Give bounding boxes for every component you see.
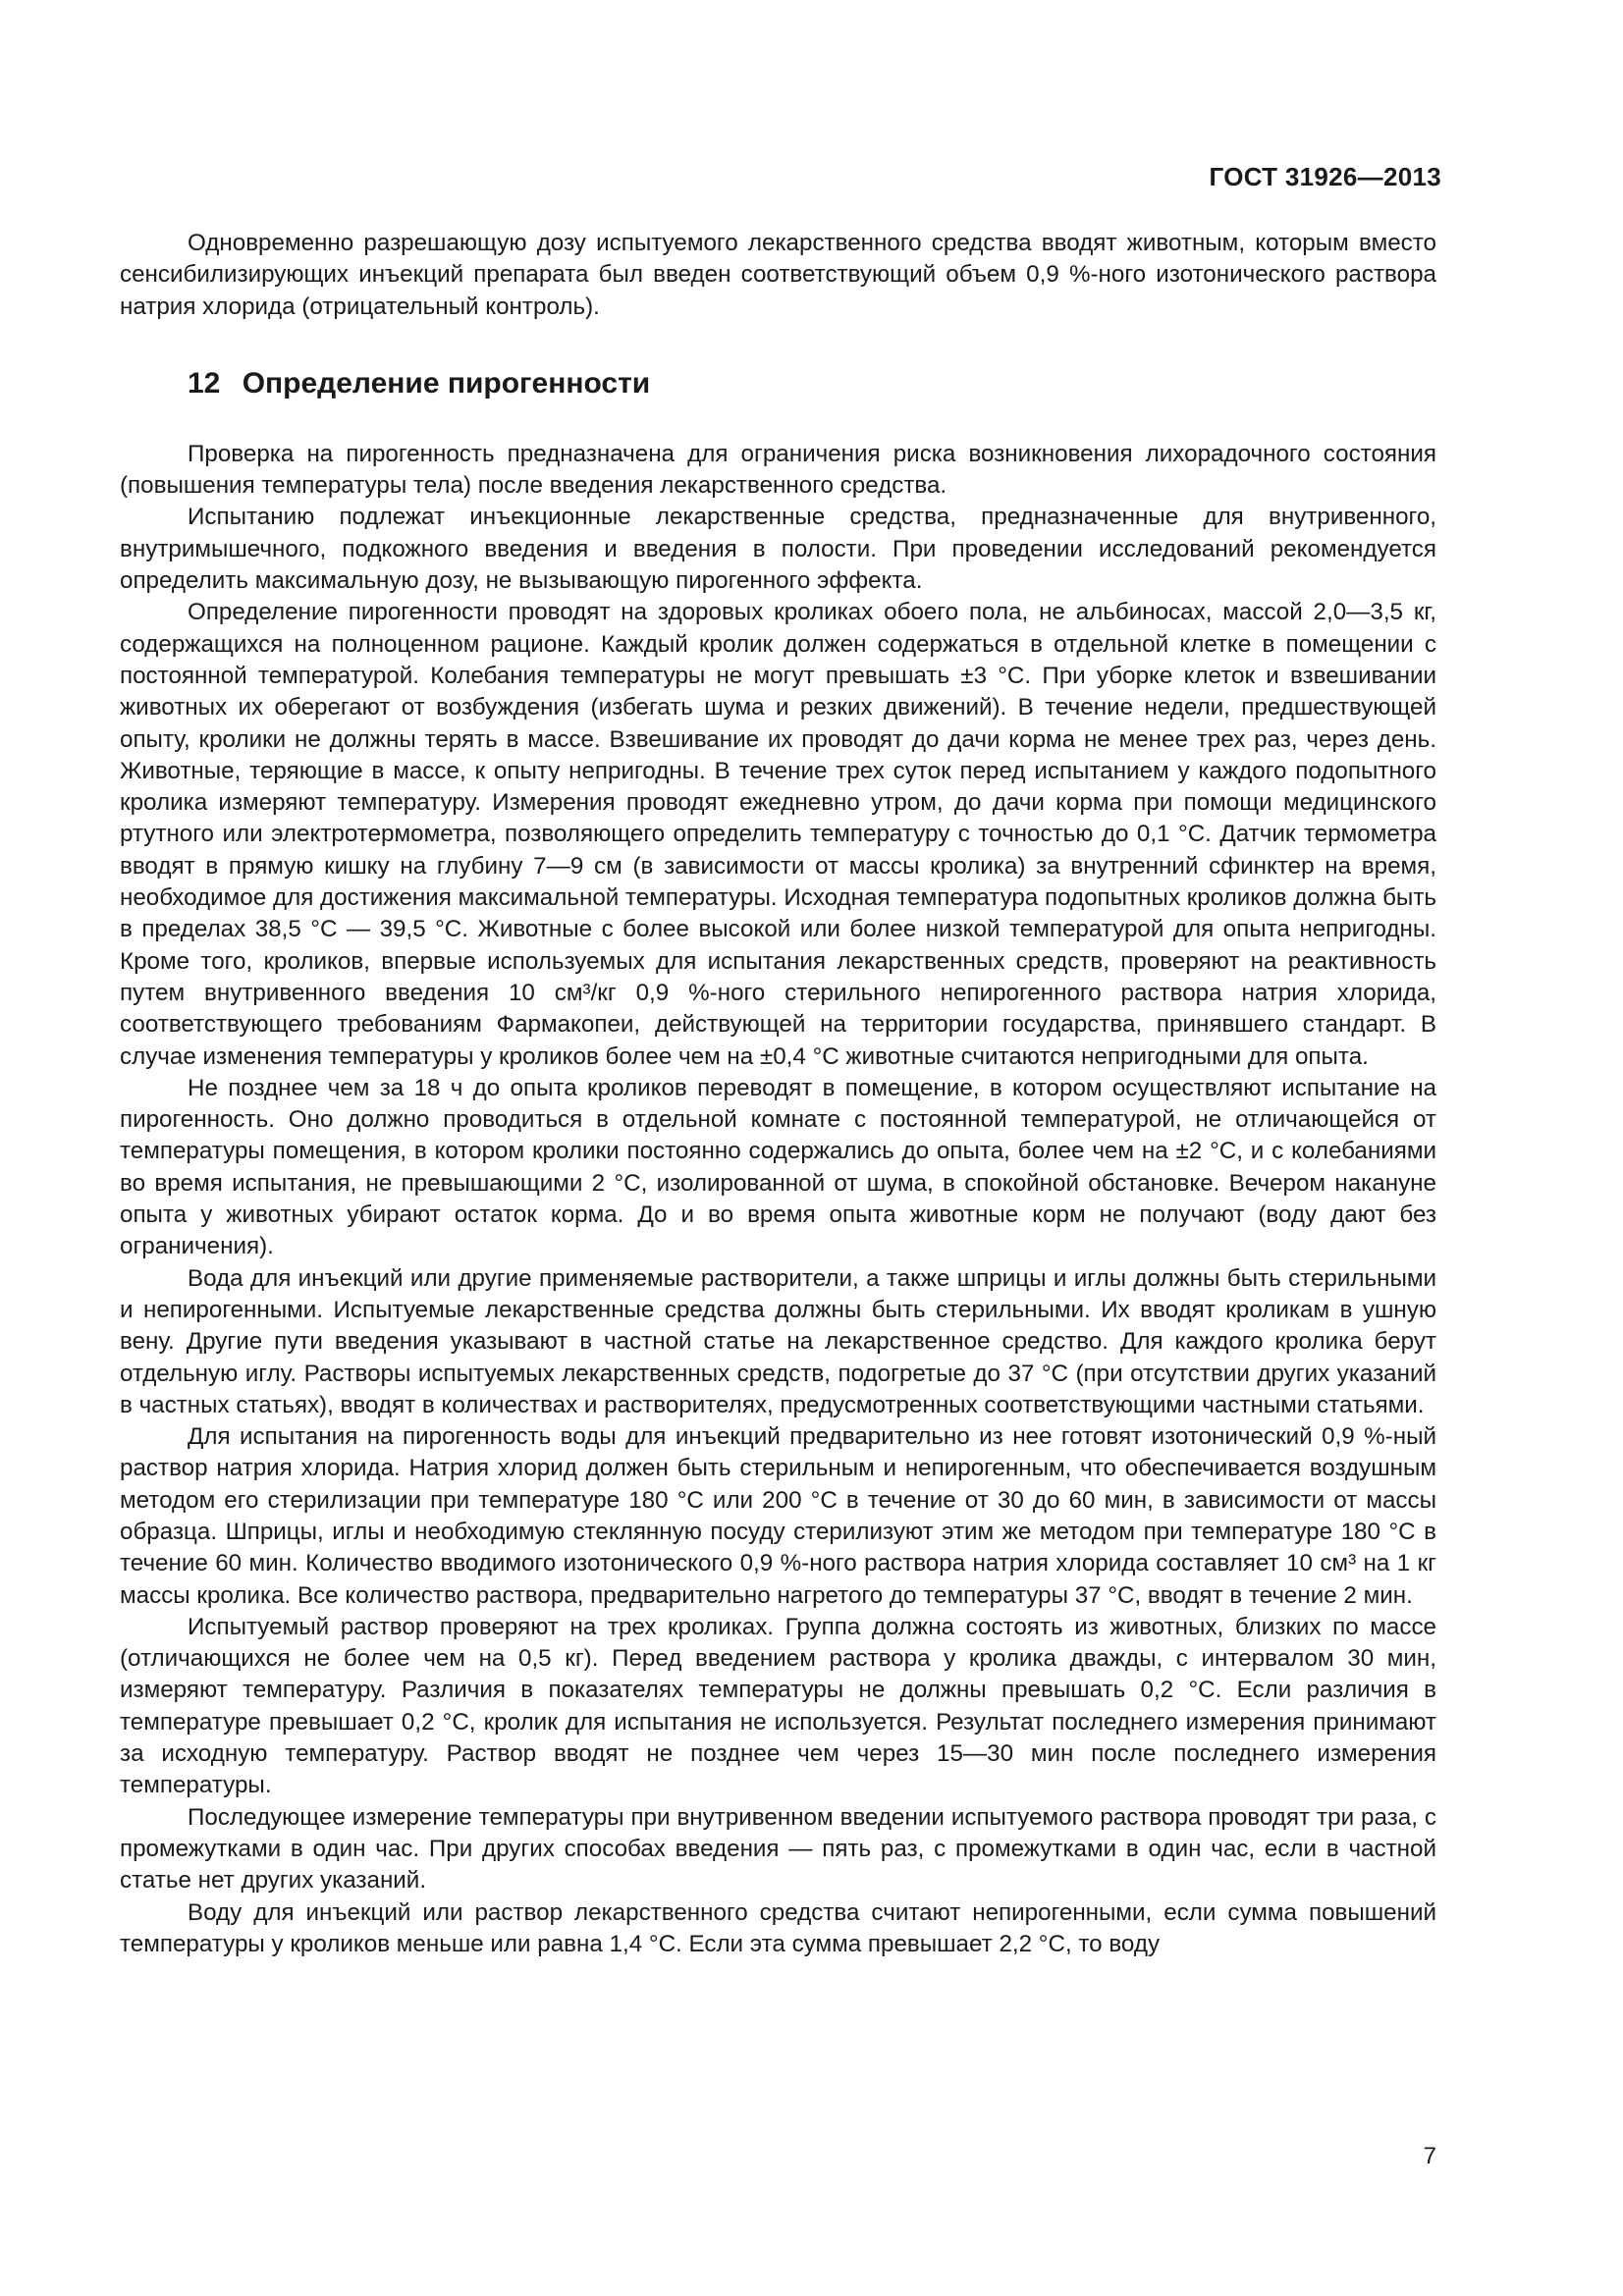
intro-paragraph: Одновременно разрешающую дозу испытуемого лекарственного средства вводят животным, которым вместо сенсибилизирующих инъекций препарата был введен соответствующий объем 0,9 %-ного изотонического раствора натрия хлорида (отрицательный контроль). [120, 230, 1436, 320]
document-code-header: ГОСТ 31926—2013 [1209, 162, 1441, 191]
paragraph: Проверка на пирогенность предназначена для ограничения риска возникновения лихорадочного состояния (повышения температуры тела) после введения лекарственного средства. [120, 440, 1436, 500]
paragraph: Испытанию подлежат инъекционные лекарственные средства, предназначенные для внутривенного, внутримышечного, подкожного введения и введения в полости. При проведении исследований рекомендуется определить максимальную дозу, не вызывающую пирогенного эффекта. [120, 504, 1436, 595]
page-number: 7 [1423, 2143, 1436, 2169]
paragraph: Испытуемый раствор проверяют на трех кроликах. Группа должна состоять из животных, близких по массе (отличающихся не более чем на 0,5 кг). Перед введением раствора у кролика дважды, с интервалом 30 мин, измеряют температуру. Различия в показателях температуры не должны превышать 0,2 °С. Если различия в температуре превышает 0,2 °С, кролик для испытания не используется. Результат последнего измерения принимают за исходную температуру. Раствор вводят не позднее чем через 15—30 мин после последнего измерения температуры. [120, 1613, 1436, 1799]
paragraph: Последующее измерение температуры при внутривенном введении испытуемого раствора проводят три раза, с промежутками в один час. При других способах введения — пять раз, с промежутками в один час, если в частной статье нет других указаний. [120, 1803, 1436, 1895]
section-number: 12 [188, 366, 221, 400]
paragraph: Вода для инъекций или другие применяемые растворители, а также шприцы и иглы должны быть стерильными и непирогенными. Испытуемые лекарственные средства должны быть стерильными. Их вводят кроликам в ушную вену. Другие пути введения указывают в частной статье на лекарственное средство. Для каждого кролика берут отдельную иглу. Растворы испытуемых лекарственных средств, подогретые до 37 °С (при отсутствии других указаний в частных статьях), вводят в количествах и растворителях, предусмотренных соответствующими частными статьями. [120, 1264, 1436, 1418]
paragraph: Определение пирогенности проводят на здоровых кроликах обоего пола, не альбиносах, массой 2,0—3,5 кг, содержащихся на полноценном рационе. Каждый кролик должен содержаться в отдельной клетке в помещении с постоянной температурой. Колебания температуры не могут превышать ±3 °С. При уборке клеток и взвешивании животных их оберегают от возбуждения (избегать шума и резких движений). В течение недели, предшествующей опыту, кролики не должны терять в массе. Взвешивание их проводят до дачи корма не менее трех раз, через день. Животные, теряющие в массе, к опыту непригодны. В течение трех суток перед испытанием у каждого подопытного кролика измеряют температуру. Измерения проводят ежедневно утром, до дачи корма при помощи медицинского ртутного или электротермометра, позволяющего определить температуру с точностью до 0,1 °С. Датчик термометра вводят в прямую кишку на глубину 7—9 см (в зависимости от массы кролика) за внутренний сфинктер на время, необходимое для достижения максимальной температуры. Исходная температура подопытных кроликов должна быть в пределах 38,5 °С — 39,5 °С. Животные с более высокой или более низкой температурой для опыта непригодны. Кроме того, кроликов, впервые используемых для испытания лекарственных средств, проверяют на реактивность путем внутривенного введения 10 см³/кг 0,9 %-ного стерильного непирогенного раствора натрия хлорида, соответствующего требованиям Фармакопеи, действующей на территории государства, принявшего стандарт. В случае изменения температуры у кроликов более чем на ±0,4 °С животные считаются непригодными для опыта. [120, 599, 1436, 1070]
paragraph: Для испытания на пирогенность воды для инъекций предварительно из нее готовят изотонический 0,9 %-ный раствор натрия хлорида. Натрия хлорид должен быть стерильным и непирогенным, что обеспечивается воздушным методом его стерилизации при температуре 180 °С или 200 °С в течение от 30 до 60 мин, в зависимости от массы образца. Шприцы, иглы и необходимую стеклянную посуду стерилизуют этим же методом при температуре 180 °С в течение 60 мин. Количество вводимого изотонического 0,9 %-ного раствора натрия хлорида составляет 10 см³ на 1 кг массы кролика. Все количество раствора, предварительно нагретого до температуры 37 °С, вводят в течение 2 мин. [120, 1423, 1436, 1609]
document-body [120, 228, 1436, 1960]
section-title: Определение пирогенности [242, 366, 651, 400]
paragraph: Воду для инъекций или раствор лекарственного средства считают непирогенными, если сумма повышений температуры у кроликов меньше или равна 1,4 °С. Если эта сумма превышает 2,2 °С, то воду [120, 1898, 1436, 1957]
section-heading [120, 366, 1436, 401]
paragraph: Не позднее чем за 18 ч до опыта кроликов переводят в помещение, в котором осуществляют испытание на пирогенность. Оно должно проводиться в отдельной комнате с постоянной температурой, не отличающейся от температуры помещения, в котором кролики постоянно содержались до опыта, более чем на ±2 °С, и с колебаниями во время испытания, не превышающими 2 °С, изолированной от шума, в спокойной обстановке. Вечером накануне опыта у животных убирают остаток корма. До и во время опыта животные корм не получают (воду дают без ограничения). [120, 1074, 1436, 1260]
